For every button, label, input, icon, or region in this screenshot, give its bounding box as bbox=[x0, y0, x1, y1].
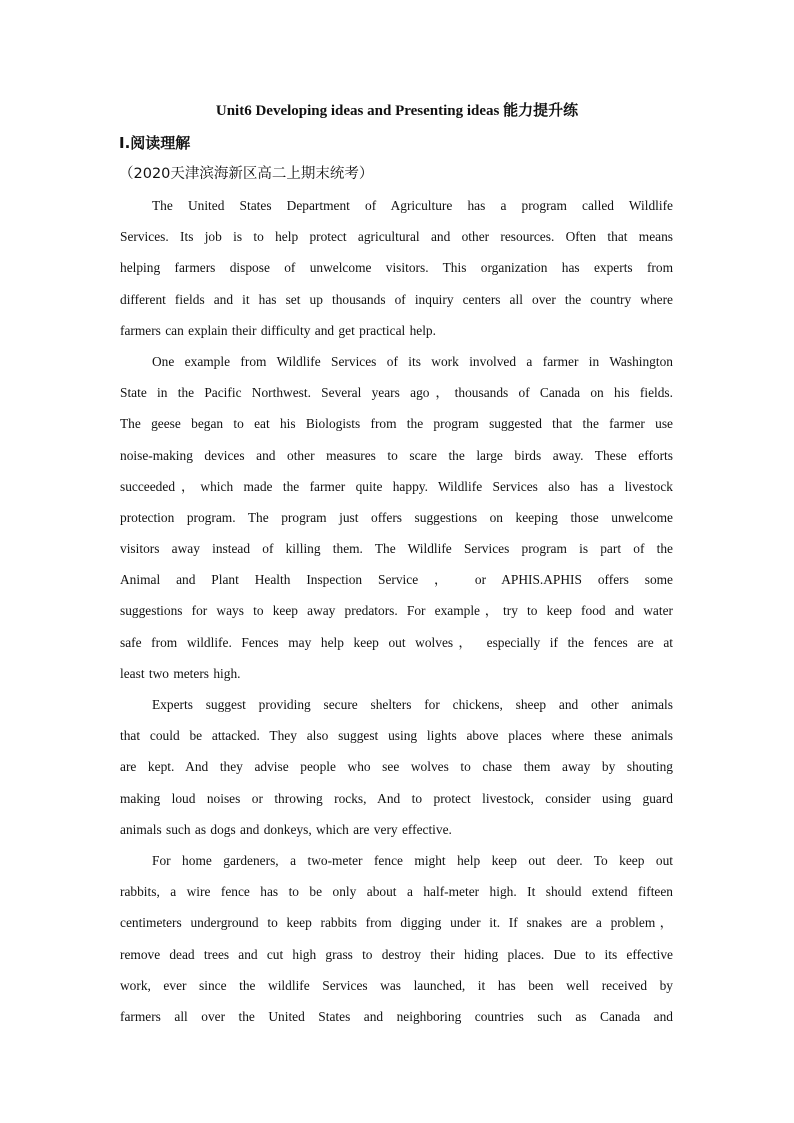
text-line: that could be attacked. They also suggest using lights above places where these animals bbox=[120, 728, 673, 744]
text-line: farmers can explain their difficulty and get practical help. bbox=[120, 322, 436, 338]
text-line: The United States Department of Agriculture has a program called Wildlife bbox=[152, 198, 673, 213]
source-note: （2020天津滨海新区高二上期末统考） bbox=[119, 166, 374, 182]
text-line: succeeded，which made the farmer quite happy. Wildlife Services also has a livestock bbox=[120, 478, 673, 494]
text-line: The geese began to eat his Biologists from the program suggested that the farmer use bbox=[120, 416, 673, 432]
text-line: For home gardeners, a two-meter fence might help keep out deer. To keep out bbox=[152, 852, 673, 868]
text-line: Animal and Plant Health Inspection Service ， or APHIS.APHIS offers some bbox=[120, 572, 673, 588]
text-line: Experts suggest providing secure shelters for chickens, sheep and other animals bbox=[152, 697, 673, 712]
text-line: farmers all over the United States and neighboring countries such as Canada and bbox=[120, 1008, 673, 1024]
text-line: Services. Its job is to help protect agricultural and other resources. Often that means bbox=[120, 229, 673, 245]
text-line: making loud noises or throwing rocks, And to protect livestock, consider using guard bbox=[120, 790, 673, 806]
text-line: suggestions for ways to keep away predators. For example，try to keep food and water bbox=[120, 603, 673, 619]
page-title: Unit6 Developing ideas and Presenting ideas 能力提升练 bbox=[215, 103, 579, 119]
text-line: safe from wildlife. Fences may help keep out wolves， especially if the fences are at bbox=[120, 634, 673, 650]
text-line: animals such as dogs and donkeys, which are very effective. bbox=[120, 821, 452, 837]
text-line: least two meters high. bbox=[120, 665, 241, 681]
text-line: work, ever since the wildlife Services was launched, it has been well received by bbox=[120, 977, 673, 993]
paragraph bbox=[120, 352, 673, 695]
text-line: are kept. And they advise people who see wolves to chase them away by shouting bbox=[120, 759, 673, 775]
passage-body bbox=[120, 196, 673, 1038]
text-line: helping farmers dispose of unwelcome visitors. This organization has experts from bbox=[120, 260, 673, 276]
paragraph bbox=[120, 196, 673, 352]
text-line: One example from Wildlife Services of its work involved a farmer in Washington bbox=[152, 353, 673, 369]
text-line: rabbits, a wire fence has to be only about a half-meter high. It should extend fifteen bbox=[120, 884, 673, 900]
paragraph bbox=[120, 695, 673, 851]
text-line: remove dead trees and cut high grass to destroy their hiding places. Due to its effective bbox=[120, 946, 673, 962]
section-heading: Ⅰ.阅读理解 bbox=[119, 134, 191, 152]
paragraph bbox=[120, 851, 673, 1038]
text-line: State in the Pacific Northwest. Several years ago，thousands of Canada on his fields. bbox=[120, 385, 673, 401]
text-line: different fields and it has set up thousands of inquiry centers all over the country where bbox=[120, 291, 673, 307]
text-line: visitors away instead of killing them. The Wildlife Services program is part of the bbox=[120, 541, 673, 557]
text-line: noise-making devices and other measures to scare the large birds away. These efforts bbox=[120, 447, 673, 463]
text-line: protection program. The program just offers suggestions on keeping those unwelcome bbox=[120, 509, 673, 525]
text-line: centimeters underground to keep rabbits from digging under it. If snakes are a problem， bbox=[120, 915, 673, 931]
